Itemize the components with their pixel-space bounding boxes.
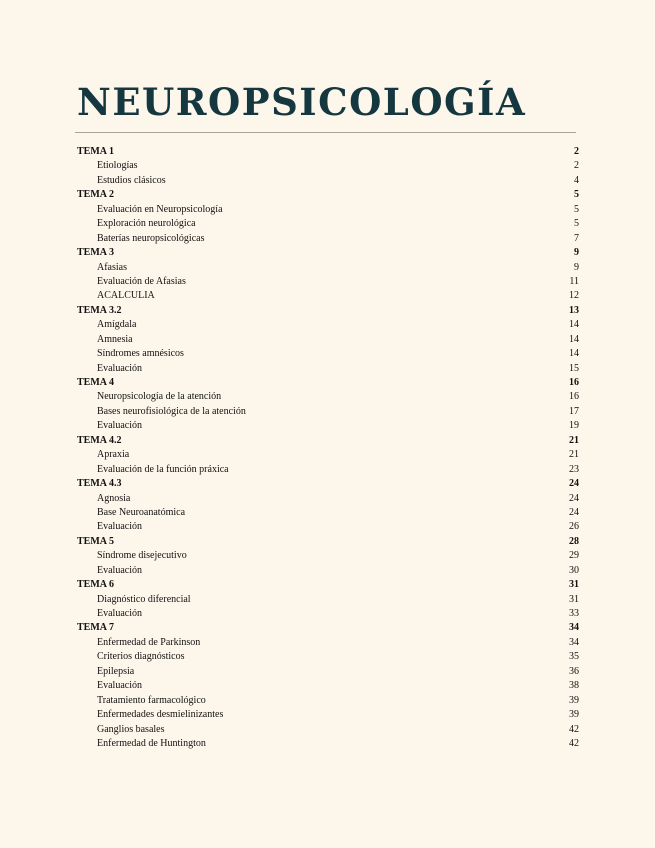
toc-entry-label: Tratamiento farmacológico <box>97 694 206 706</box>
toc-entry-label: Apraxia <box>97 449 130 461</box>
toc-entry-label: Evaluación <box>97 362 142 374</box>
toc-subsection-entry[interactable] <box>77 289 579 303</box>
toc-page-number: 4 <box>574 174 579 186</box>
toc-entry-label: Base Neuroanatómica <box>97 506 186 518</box>
toc-page-number: 2 <box>574 160 579 172</box>
toc-page-number: 31 <box>569 579 579 591</box>
toc-entry-label: Evaluación <box>97 608 142 619</box>
toc-entry-label: Síndromes amnésicos <box>97 348 184 360</box>
toc-entry-label: Ganglios basales <box>97 723 165 735</box>
toc-page-number: 33 <box>569 608 579 619</box>
toc-entry-label: Síndrome disejecutivo <box>97 550 187 562</box>
toc-entry-label: TEMA 7 <box>77 622 114 634</box>
toc-page-number: 5 <box>574 203 579 215</box>
toc-page-number: 12 <box>569 290 579 302</box>
toc-subsection-entry[interactable] <box>77 203 579 217</box>
toc-subsection-entry[interactable] <box>77 694 579 708</box>
toc-page-number: 24 <box>569 506 579 518</box>
toc-page-number: 36 <box>569 665 579 677</box>
toc-subsection-entry[interactable] <box>77 492 579 506</box>
toc-subsection-entry[interactable] <box>77 549 579 563</box>
toc-page-number: 42 <box>569 737 579 749</box>
toc-page-number: 34 <box>569 622 579 634</box>
toc-entry-label: Estudios clásicos <box>97 174 166 186</box>
toc-subsection-entry[interactable] <box>77 463 579 477</box>
toc-page-number: 17 <box>569 405 579 417</box>
toc-subsection-entry[interactable] <box>77 564 579 578</box>
toc-entry-label: TEMA 4 <box>77 377 114 388</box>
toc-subsection-entry[interactable] <box>77 665 579 679</box>
toc-page-number: 16 <box>569 391 579 403</box>
toc-section-entry[interactable] <box>77 246 579 260</box>
toc-subsection-entry[interactable] <box>77 347 579 361</box>
toc-subsection-entry[interactable] <box>77 448 579 462</box>
toc-subsection-entry[interactable] <box>77 636 579 650</box>
toc-entry-label: Bases neurofisiológica de la atención <box>97 405 246 417</box>
toc-subsection-entry[interactable] <box>77 607 579 621</box>
toc-section-entry[interactable] <box>77 376 579 390</box>
page-title: NEUROPSICOLOGÍA <box>77 80 527 124</box>
toc-entry-label: Baterías neuropsicológicas <box>97 232 205 244</box>
toc-page-number: 16 <box>569 377 579 388</box>
toc-subsection-entry[interactable] <box>77 362 579 376</box>
toc-entry-label: Agnosia <box>97 492 131 504</box>
toc-subsection-entry[interactable] <box>77 275 579 289</box>
toc-page-number: 31 <box>569 593 579 605</box>
toc-entry-label: Neuropsicología de la atención <box>97 391 222 403</box>
toc-subsection-entry[interactable] <box>77 261 579 275</box>
toc-entry-label: TEMA 2 <box>77 189 114 201</box>
toc-subsection-entry[interactable] <box>77 708 579 722</box>
toc-entry-label: Enfermedades desmielinizantes <box>97 709 224 721</box>
toc-entry-label: Enfermedad de Parkinson <box>97 636 201 648</box>
toc-page-number: 42 <box>569 723 579 735</box>
toc-entry-label: Epilepsia <box>97 665 135 677</box>
toc-page-number: 7 <box>574 232 579 244</box>
toc-entry-label: Afasias <box>97 261 127 273</box>
toc-subsection-entry[interactable] <box>77 506 579 520</box>
toc-section-entry[interactable] <box>77 578 579 592</box>
toc-page-number: 34 <box>569 636 579 648</box>
toc-subsection-entry[interactable] <box>77 593 579 607</box>
toc-entry-label: Amígdala <box>97 319 137 331</box>
toc-page-number: 2 <box>574 146 579 157</box>
toc-page-number: 14 <box>569 333 579 345</box>
title-divider <box>75 132 576 133</box>
toc-subsection-entry[interactable] <box>77 390 579 404</box>
toc-page-number: 14 <box>569 319 579 331</box>
toc-page-number: 38 <box>569 680 579 692</box>
toc-entry-label: Criterios diagnósticos <box>97 651 185 663</box>
toc-entry-label: TEMA 3.2 <box>77 304 122 316</box>
toc-section-entry[interactable] <box>77 621 579 635</box>
toc-entry-label: Evaluación <box>97 420 142 432</box>
toc-subsection-entry[interactable] <box>77 318 579 332</box>
toc-entry-label: Evaluación de Afasias <box>97 275 186 287</box>
toc-subsection-entry[interactable] <box>77 679 579 693</box>
toc-page-number: 30 <box>569 564 579 576</box>
toc-page-number: 15 <box>569 362 579 374</box>
toc-subsection-entry[interactable] <box>77 650 579 664</box>
toc-page-number: 29 <box>569 550 579 562</box>
toc-subsection-entry[interactable] <box>77 405 579 419</box>
toc-page-number: 19 <box>569 420 579 432</box>
toc-page-number: 21 <box>569 434 579 446</box>
toc-page-number: 39 <box>569 694 579 706</box>
toc-entry-label: Evaluación <box>97 564 142 576</box>
toc-section-entry[interactable] <box>77 145 579 159</box>
toc-page-number: 9 <box>574 261 579 273</box>
toc-page-number: 13 <box>569 304 579 316</box>
toc-page-number: 5 <box>574 189 579 201</box>
toc-page-number: 14 <box>569 348 579 360</box>
toc-entry-label: Enfermedad de Huntington <box>97 737 206 749</box>
toc-entry-label: Etiologías <box>97 160 138 172</box>
toc-entry-label: TEMA 3 <box>77 247 114 259</box>
toc-subsection-entry[interactable] <box>77 723 579 737</box>
toc-page-number: 35 <box>569 651 579 663</box>
toc-subsection-entry[interactable] <box>77 174 579 188</box>
toc-entry-label: Evaluación de la función práxica <box>97 463 229 475</box>
toc-page-number: 24 <box>569 478 579 490</box>
toc-entry-label: Exploración neurológica <box>97 218 196 230</box>
toc-entry-label: Evaluación <box>97 680 142 692</box>
toc-section-entry[interactable] <box>77 188 579 202</box>
toc-section-entry[interactable] <box>77 535 579 549</box>
toc-page-number: 28 <box>569 535 579 547</box>
toc-subsection-entry[interactable] <box>77 232 579 246</box>
toc-subsection-entry[interactable] <box>77 737 579 751</box>
toc-entry-label: ACALCULIA <box>97 290 155 302</box>
toc-page-number: 39 <box>569 709 579 721</box>
toc-entry-label: TEMA 1 <box>77 146 114 157</box>
toc-page-number: 23 <box>569 463 579 475</box>
toc-entry-label: Amnesia <box>97 333 133 345</box>
toc-subsection-entry[interactable] <box>77 419 579 433</box>
toc-page-number: 26 <box>569 521 579 533</box>
toc-subsection-entry[interactable] <box>77 217 579 231</box>
toc-subsection-entry[interactable] <box>77 333 579 347</box>
toc-page-number: 21 <box>569 449 579 461</box>
toc-entry-label: TEMA 5 <box>77 535 114 547</box>
toc-section-entry[interactable] <box>77 434 579 448</box>
toc-subsection-entry[interactable] <box>77 159 579 173</box>
toc-entry-label: Evaluación <box>97 521 142 533</box>
toc-entry-label: TEMA 6 <box>77 579 114 591</box>
toc-entry-label: TEMA 4.3 <box>77 478 122 490</box>
toc-subsection-entry[interactable] <box>77 520 579 534</box>
toc-section-entry[interactable] <box>77 304 579 318</box>
toc-section-entry[interactable] <box>77 477 579 491</box>
table-of-contents <box>77 145 579 751</box>
toc-page-number: 5 <box>574 218 579 230</box>
toc-entry-label: TEMA 4.2 <box>77 434 122 446</box>
toc-page-number: 11 <box>569 275 579 287</box>
toc-page-number: 24 <box>569 492 579 504</box>
toc-entry-label: Evaluación en Neuropsicología <box>97 203 223 215</box>
toc-page-number: 9 <box>574 247 579 259</box>
toc-entry-label: Diagnóstico diferencial <box>97 593 191 605</box>
